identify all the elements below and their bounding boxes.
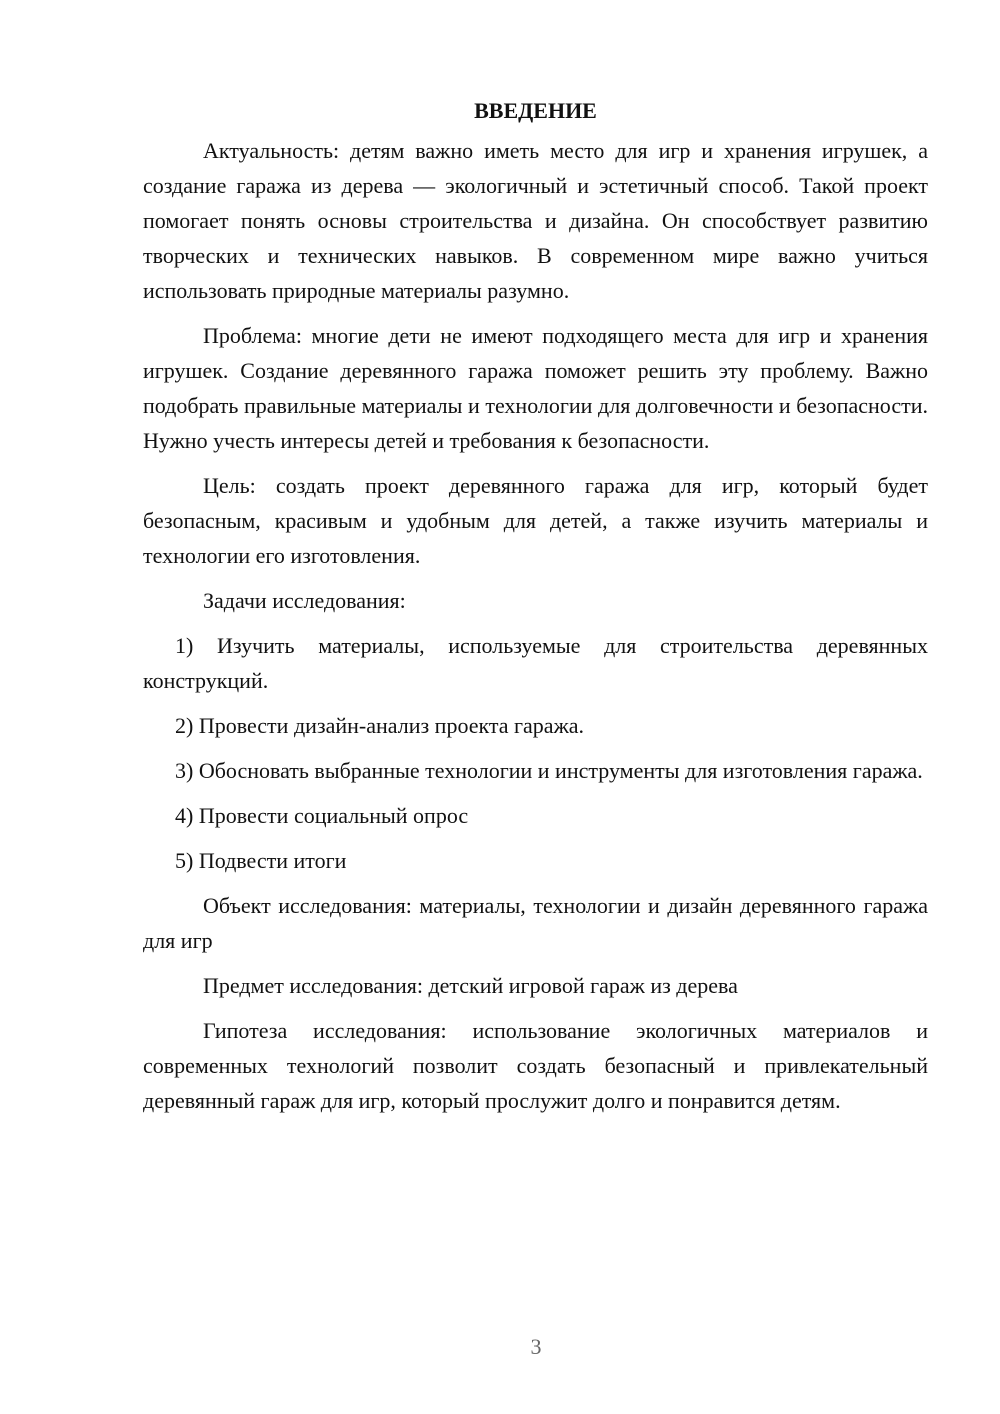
page-number: 3 xyxy=(530,1334,542,1359)
tasks-title: Задачи исследования: xyxy=(203,588,406,613)
document-page xyxy=(143,93,928,1128)
subject-paragraph: Предмет исследования: детский игровой гараж из дерева xyxy=(203,973,738,998)
task-item-1: 1) Изучить материалы, используемые для строительства деревянных конструкций. xyxy=(143,633,928,693)
page-title: ВВЕДЕНИЕ xyxy=(474,98,597,123)
hypothesis-paragraph: Гипотеза исследования: использование экологичных материалов и современных технологий позволит создать безопасный и привлекательный деревянный гараж для игр, который прослужит долго и понравится детям. xyxy=(143,1018,928,1113)
task-item-4: 4) Провести социальный опрос xyxy=(175,803,469,828)
task-item-3: 3) Обосновать выбранные технологии и инструменты для изготовления гаража. xyxy=(175,758,923,783)
problem-paragraph: Проблема: многие дети не имеют подходящего места для игр и хранения игрушек. Создание деревянного гаража поможет решить эту проблему. Важно подобрать правильные материалы и технологии для долговечности и безопасности. Нужно учесть интересы детей и требования к безопасности. xyxy=(143,323,928,453)
object-paragraph: Объект исследования: материалы, технологии и дизайн деревянного гаража для игр xyxy=(143,893,928,953)
task-item-2: 2) Провести дизайн-анализ проекта гаража. xyxy=(175,713,585,738)
task-item-5: 5) Подвести итоги xyxy=(175,848,347,873)
relevance-paragraph: Актуальность: детям важно иметь место для игр и хранения игрушек, а создание гаража из дерева — экологичный и эстетичный способ. Такой проект помогает понять основы строительства и дизайна. Он способствует развитию творческих и технических навыков. В современном мире важно учиться использовать природные материалы разумно. xyxy=(143,138,928,303)
goal-paragraph: Цель: создать проект деревянного гаража для игр, который будет безопасным, красивым и удобным для детей, а также изучить материалы и технологии его изготовления. xyxy=(143,473,928,568)
